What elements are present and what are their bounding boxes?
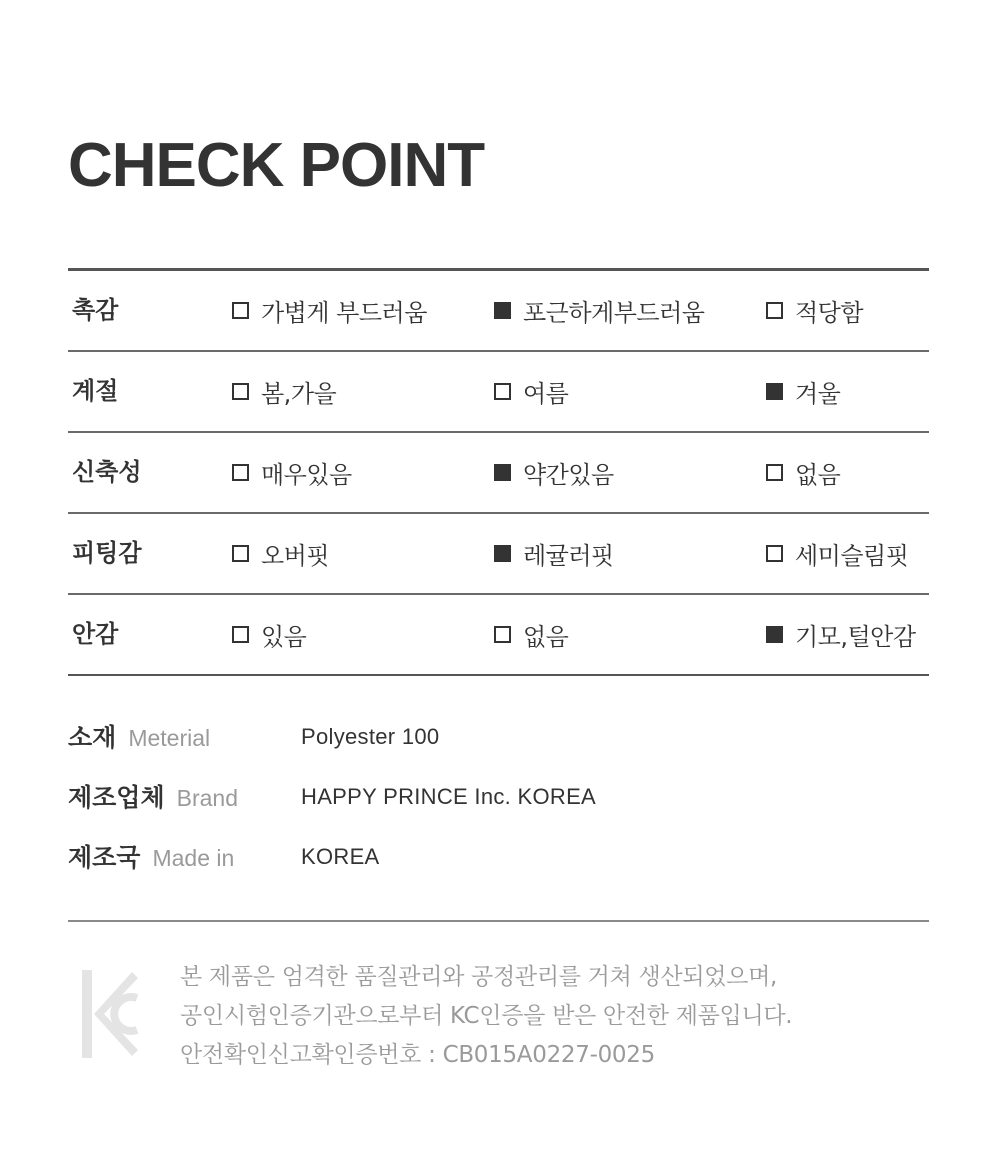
option-item (232, 271, 427, 350)
checkbox-empty-icon (766, 302, 783, 319)
checkbox-filled-icon (494, 464, 511, 481)
checkbox-empty-icon (232, 302, 249, 319)
option-item (494, 595, 568, 674)
info-label (68, 838, 234, 874)
info-value: Polyester 100 (301, 724, 440, 749)
option-item (766, 433, 840, 512)
notice-line: 공인시험인증기관으로부터 KC인증을 받은 안전한 제품입니다. (180, 1003, 793, 1029)
row-label: 안감 (72, 620, 119, 648)
notice-line: 안전확인신고확인증번호 : CB015A0227-0025 (180, 1042, 655, 1068)
checkbox-filled-icon (766, 626, 783, 643)
check-row-fit (68, 514, 929, 595)
checkbox-empty-icon (766, 545, 783, 562)
check-row-stretch (68, 433, 929, 514)
checkbox-empty-icon (232, 626, 249, 643)
option-item (494, 433, 614, 512)
info-label-en: Brand (176, 785, 238, 811)
checkbox-filled-icon (494, 302, 511, 319)
page-title: CHECK POINT (68, 131, 485, 200)
info-row-material (68, 710, 929, 770)
row-label: 신축성 (72, 458, 142, 486)
option-item (766, 352, 840, 431)
option-item (766, 595, 916, 674)
info-value: HAPPY PRINCE Inc. KOREA (301, 784, 597, 809)
row-label: 촉감 (72, 296, 119, 324)
option-label: 오버핏 (261, 542, 330, 570)
info-label-ko: 제조업체 (68, 783, 165, 812)
checkbox-empty-icon (494, 626, 511, 643)
option-label: 적당함 (795, 299, 864, 327)
option-item (766, 271, 863, 350)
info-label (68, 778, 238, 814)
row-label: 피팅감 (72, 539, 142, 567)
option-item (766, 514, 908, 593)
option-label: 봄,가을 (261, 380, 337, 408)
kc-certification-notice (180, 958, 792, 1075)
checkbox-empty-icon (766, 464, 783, 481)
row-label: 계절 (72, 377, 119, 405)
checkbox-filled-icon (494, 545, 511, 562)
option-label: 있음 (261, 623, 307, 651)
checkbox-empty-icon (494, 383, 511, 400)
product-info (68, 710, 929, 890)
option-label: 겨울 (795, 380, 841, 408)
option-label: 매우있음 (261, 461, 352, 489)
checkbox-empty-icon (232, 545, 249, 562)
info-row-brand (68, 770, 929, 830)
kc-mark-icon (80, 968, 140, 1060)
option-label: 없음 (795, 461, 841, 489)
check-row-lining (68, 595, 929, 676)
check-row-season (68, 352, 929, 433)
checkbox-filled-icon (766, 383, 783, 400)
option-item (494, 352, 568, 431)
option-item (232, 433, 352, 512)
option-label: 기모,털안감 (795, 623, 916, 651)
check-row-touch (68, 271, 929, 352)
info-row-origin (68, 830, 929, 890)
info-label (68, 718, 210, 754)
notice-line: 본 제품은 엄격한 품질관리와 공정관리를 거쳐 생산되었으며, (180, 964, 778, 990)
check-point-table (68, 268, 929, 676)
section-divider (68, 920, 929, 922)
option-label: 레귤러핏 (523, 542, 614, 570)
option-label: 여름 (523, 380, 569, 408)
option-item (494, 271, 704, 350)
option-item (232, 352, 336, 431)
option-item (494, 514, 614, 593)
info-label-ko: 제조국 (68, 843, 141, 872)
info-label-ko: 소재 (68, 723, 117, 752)
option-label: 없음 (523, 623, 569, 651)
checkbox-empty-icon (232, 464, 249, 481)
checkbox-empty-icon (232, 383, 249, 400)
info-label-en: Made in (152, 845, 235, 871)
info-value: KOREA (301, 844, 380, 869)
option-label: 가볍게 부드러움 (261, 299, 427, 327)
info-label-en: Meterial (128, 725, 211, 751)
option-label: 포근하게부드러움 (523, 299, 705, 327)
option-item (232, 595, 306, 674)
option-label: 세미슬림핏 (795, 542, 909, 570)
option-item (232, 514, 329, 593)
option-label: 약간있음 (523, 461, 614, 489)
